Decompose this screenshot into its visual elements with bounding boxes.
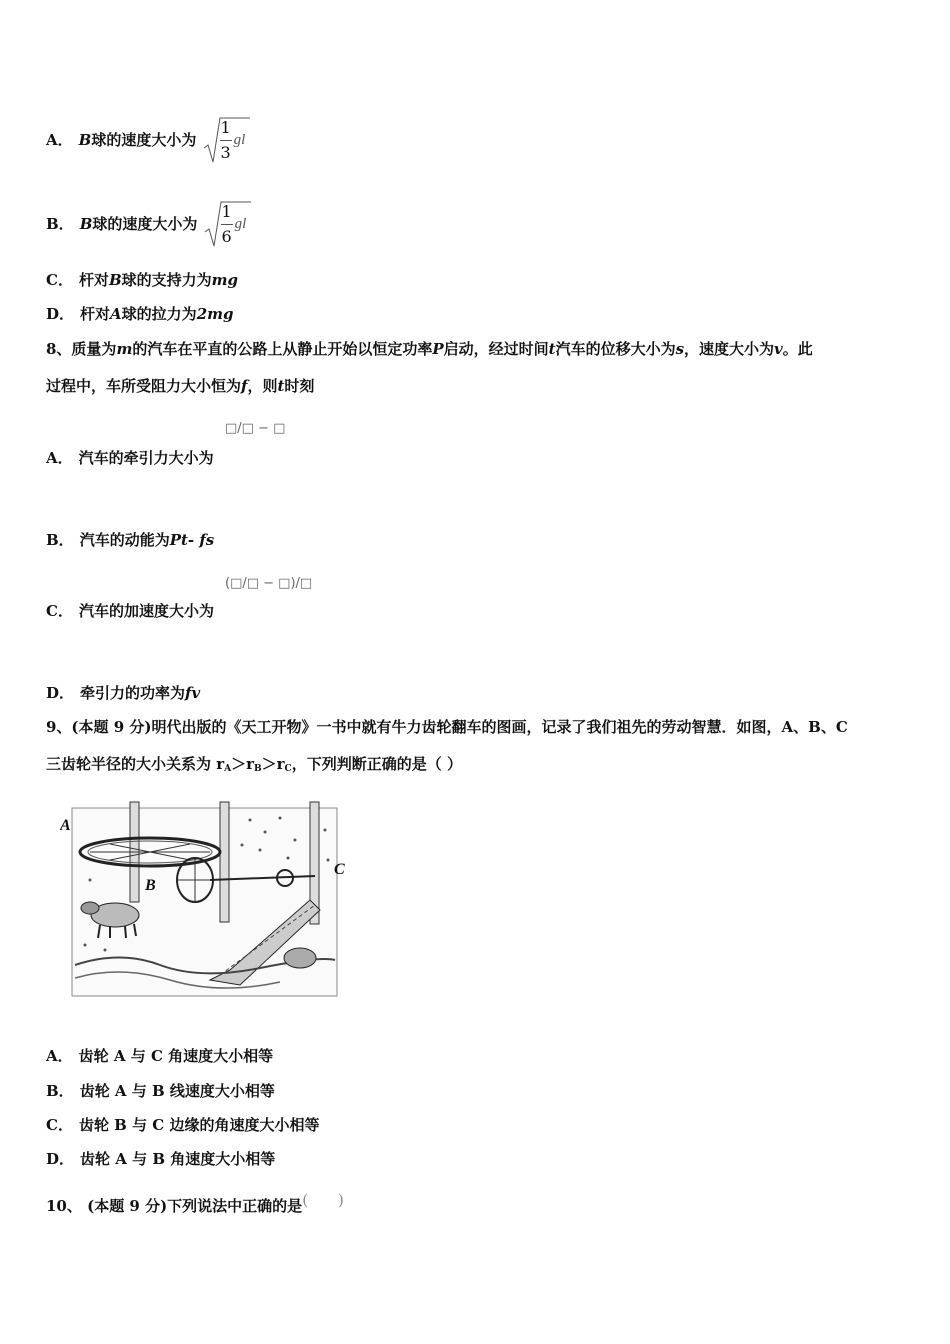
q9-stem-line1: 9、(本题 9 分)明代出版的《天工开物》一书中就有牛力齿轮翻车的图画，记录了我们祖先的劳动智慧．如图，A、B、C bbox=[46, 718, 848, 736]
q8-option-d[interactable]: D． 牵引力的功率为fv bbox=[46, 684, 201, 702]
q7-option-d[interactable]: D． 杆对A球的拉力为2mg bbox=[46, 305, 234, 323]
q8-option-a[interactable]: A． 汽车的牵引力大小为 bbox=[46, 449, 214, 467]
label-c: C bbox=[334, 861, 345, 878]
q8-stem-line1: 8、质量为m的汽车在平直的公路上从静止开始以恒定功率P启动，经过时间t汽车的位移大小为s，速度大小为v。此 bbox=[46, 340, 813, 358]
gear-b bbox=[177, 858, 213, 902]
q9-option-c[interactable]: C． 齿轮 B 与 C 边缘的角速度大小相等 bbox=[46, 1116, 320, 1134]
label-b: B bbox=[145, 877, 156, 894]
q8-a-formula: □/□ − □ bbox=[225, 421, 286, 436]
gear-waterwheel-figure bbox=[60, 800, 360, 1000]
q8-option-b[interactable]: B． 汽车的动能为Pt- fs bbox=[46, 531, 215, 549]
q9-stem-line2: 三齿轮半径的大小关系为 $r_A>r_B>r_C$，下列判断正确的是（ ） bbox=[46, 755, 462, 774]
q8-option-c[interactable]: C． 汽车的加速度大小为 bbox=[46, 602, 214, 620]
q8-c-formula: (□/□ − □)/□ bbox=[225, 576, 313, 591]
q9-option-a[interactable]: A． 齿轮 A 与 C 角速度大小相等 bbox=[46, 1047, 274, 1065]
sqrt-formula: 1 6 gl bbox=[203, 200, 253, 250]
q8-stem-line2: 过程中，车所受阻力大小恒为f，则t时刻 bbox=[46, 377, 315, 395]
q7-option-b[interactable]: B． B球的速度大小为 1 6 gl bbox=[46, 200, 253, 250]
q9-option-b[interactable]: B． 齿轮 A 与 B 线速度大小相等 bbox=[46, 1082, 275, 1100]
q7-option-c[interactable]: C． 杆对B球的支持力为mg bbox=[46, 271, 239, 289]
q9-option-d[interactable]: D． 齿轮 A 与 B 角速度大小相等 bbox=[46, 1150, 276, 1168]
sqrt-formula: 1 3 gl bbox=[202, 116, 252, 166]
label-a: A bbox=[60, 817, 71, 834]
q7-option-a[interactable]: A． B球的速度大小为 1 3 gl bbox=[46, 116, 252, 166]
q10-stem: 10、 (本题 9 分)下列说法中正确的是( ) bbox=[46, 1191, 344, 1215]
